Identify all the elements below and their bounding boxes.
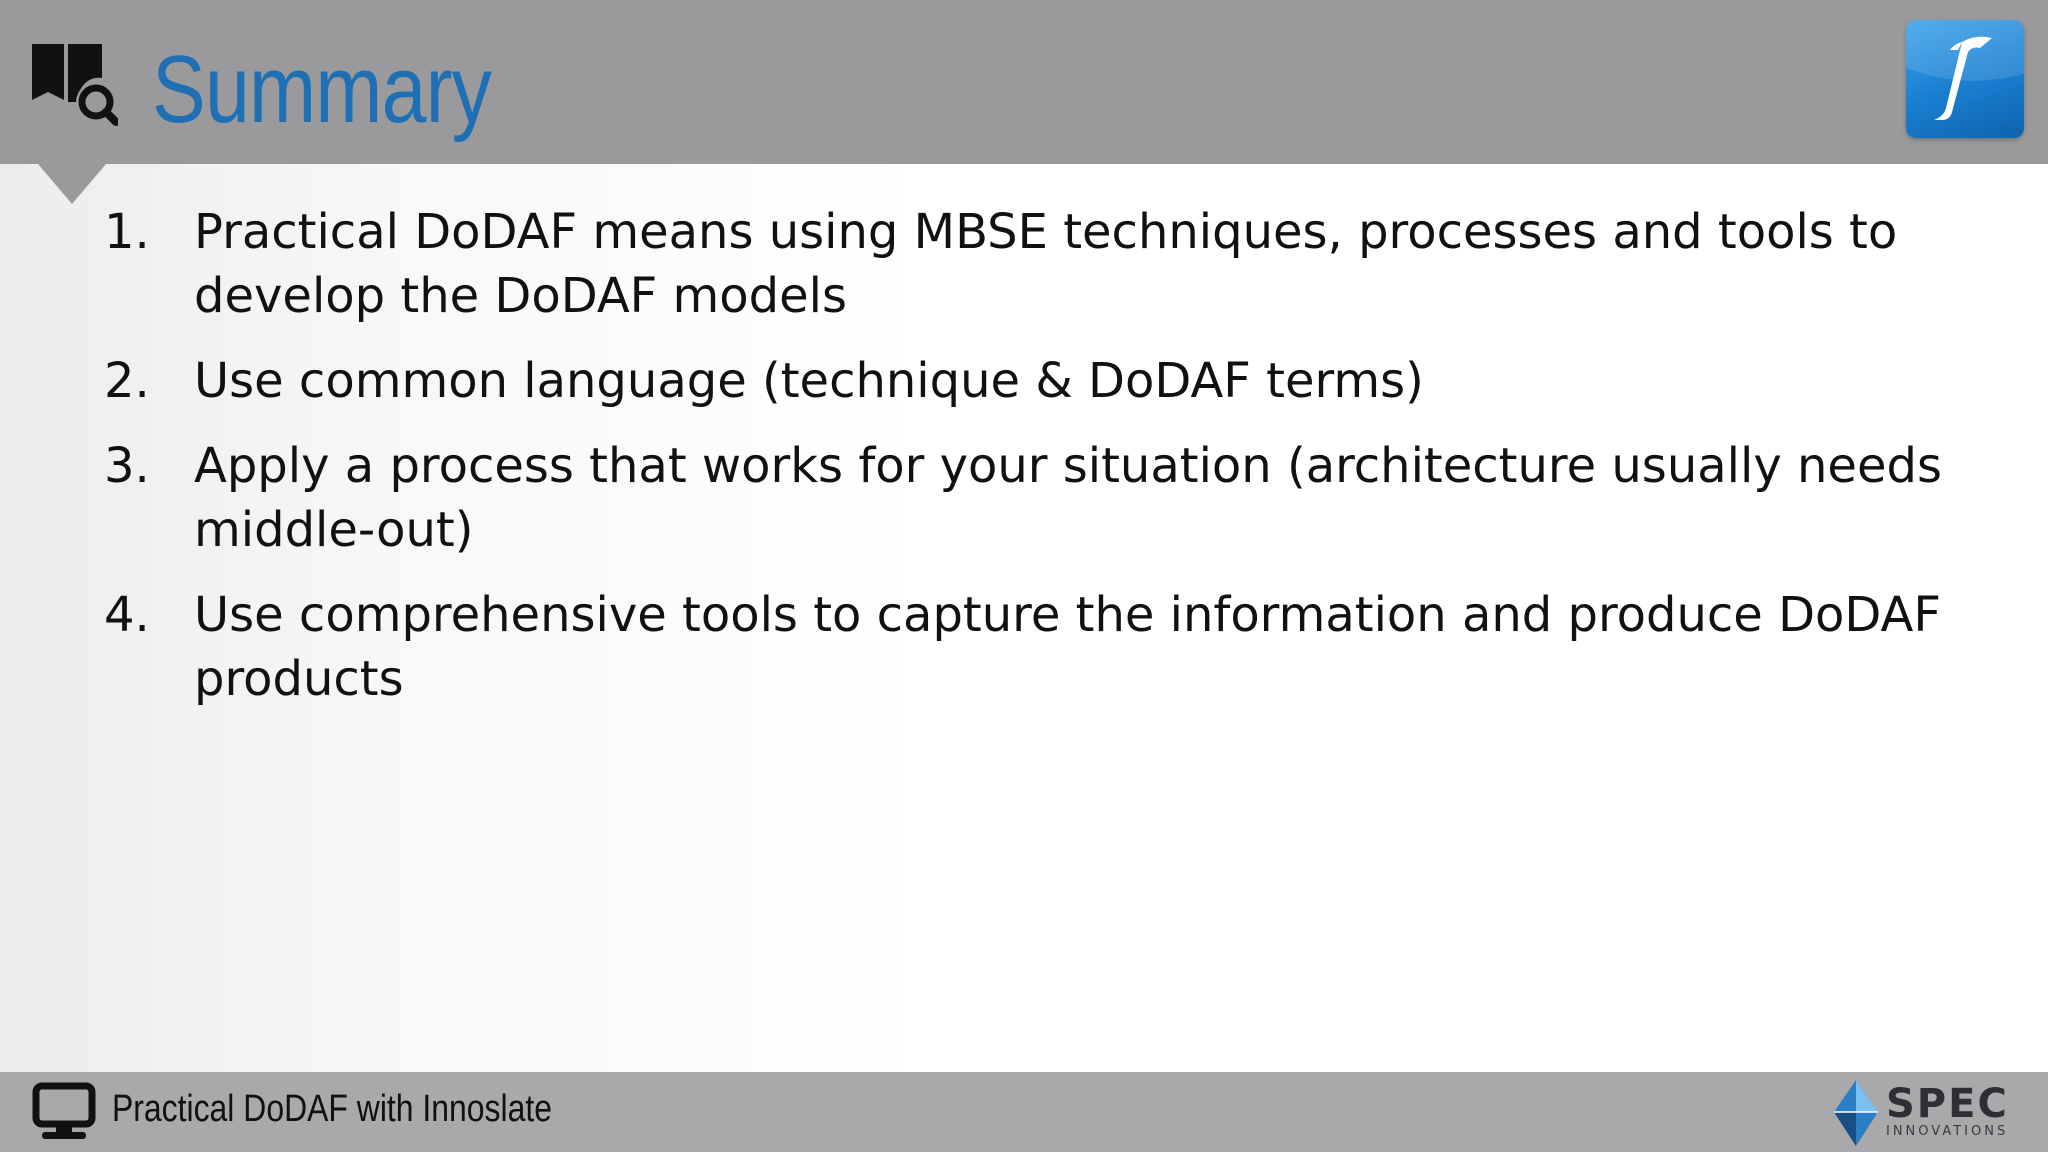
monitor-icon (32, 1082, 96, 1142)
list-item-number: 1. (104, 204, 150, 260)
book-search-icon (30, 38, 118, 126)
list-item (100, 434, 1980, 562)
list-item-text: Use comprehensive tools to capture the information and produce DoDAF products (194, 587, 1941, 707)
list-item-text: Use common language (technique & DoDAF terms) (194, 353, 1424, 409)
list-item (100, 349, 1980, 413)
spec-wordmark: SPEC (1886, 1081, 2009, 1127)
course-title: Practical DoDAF with Innoslate (112, 1088, 552, 1130)
list-item-number: 3. (104, 438, 150, 494)
list-item (100, 200, 1980, 328)
list-item (100, 583, 1980, 711)
header-notch (38, 164, 106, 204)
spec-tagline: INNOVATIONS (1886, 1124, 2009, 1139)
innoslate-logo-icon (1906, 20, 2024, 138)
list-item-text: Practical DoDAF means using MBSE techniques, processes and tools to develop the DoDAF models (194, 204, 1898, 324)
list-item-text: Apply a process that works for your situation (architecture usually needs middle-out) (194, 438, 1942, 558)
list-item-number: 2. (104, 353, 150, 409)
summary-list (100, 200, 1980, 732)
list-item-number: 4. (104, 587, 150, 643)
slide-title: Summary (152, 36, 492, 143)
